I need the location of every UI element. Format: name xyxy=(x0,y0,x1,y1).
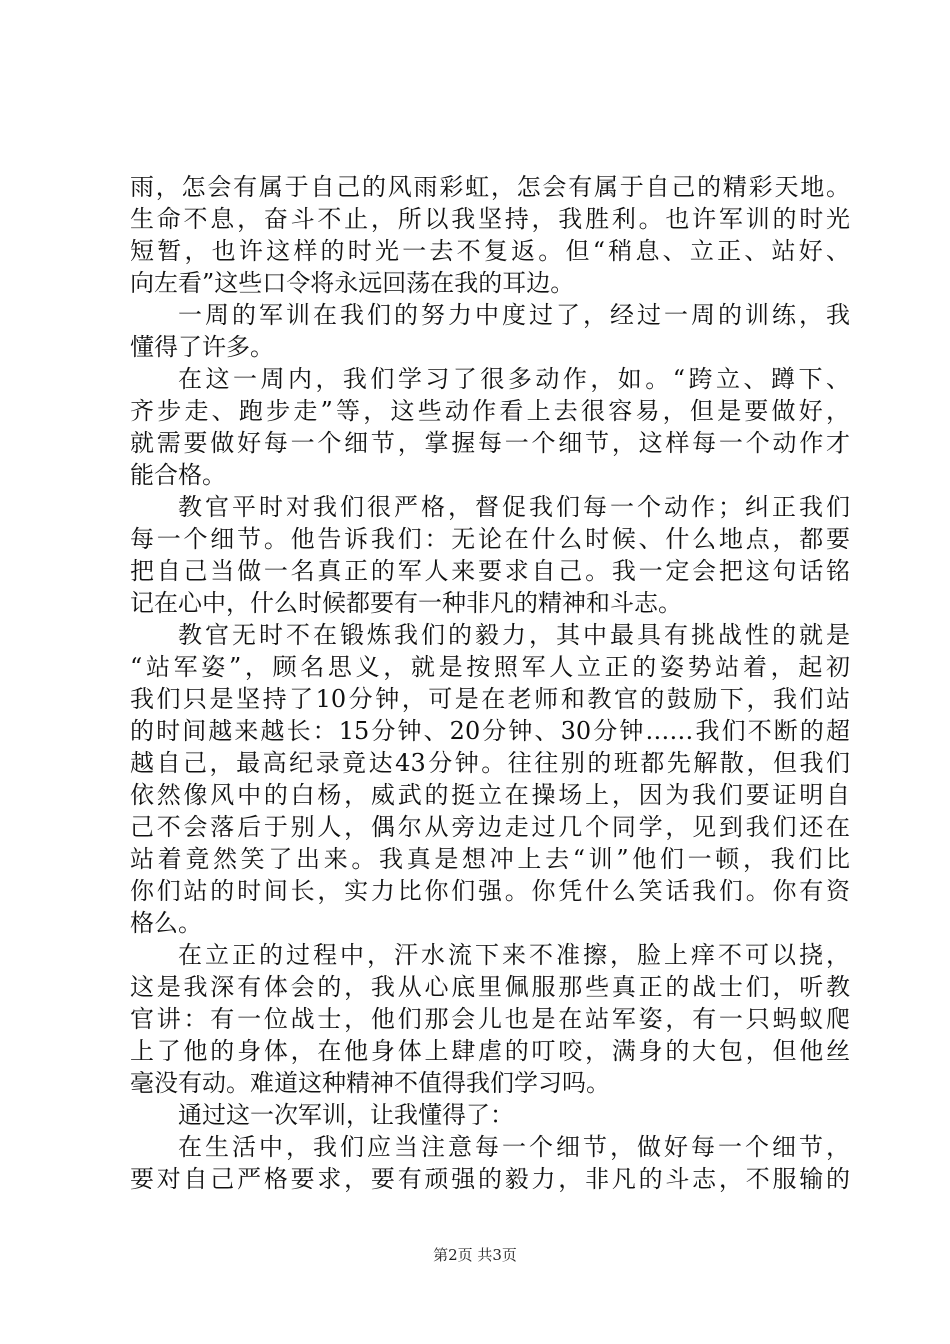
text-line: 己不会落后于别人，偶尔从旁边走过几个同学，见到我们还在 xyxy=(130,813,850,841)
text-line: 站着竟然笑了出来。我真是想冲上去“训”他们一顿，我们比 xyxy=(130,845,850,873)
text-line: 这是我深有体会的，我从心底里佩服那些真正的战士们，听教 xyxy=(130,973,850,1001)
body-text xyxy=(130,171,850,1195)
text-line: 懂得了许多。 xyxy=(130,333,274,361)
page-footer: 第2页 共3页 xyxy=(433,1246,517,1264)
text-line: 官讲：有一位战士，他们那会儿也是在站军姿，有一只蚂蚁爬 xyxy=(130,1005,850,1033)
text-line: 上了他的身体，在他身体上肆虐的叮咬，满身的大包，但他丝 xyxy=(130,1037,850,1065)
text-line: 通过这一次军训，让我懂得了： xyxy=(178,1101,514,1129)
text-line: 在这一周内，我们学习了很多动作，如。“跨立、蹲下、 xyxy=(178,365,850,393)
text-line: 要对自己严格要求，要有顽强的毅力，非凡的斗志，不服输的 xyxy=(130,1165,850,1193)
text-line: 在生活中，我们应当注意每一个细节，做好每一个细节， xyxy=(178,1133,850,1161)
text-line: 教官平时对我们很严格，督促我们每一个动作；纠正我们 xyxy=(178,493,850,521)
text-line: 你们站的时间长，实力比你们强。你凭什么笑话我们。你有资 xyxy=(130,877,850,905)
text-line: 齐步走、跑步走”等，这些动作看上去很容易，但是要做好， xyxy=(130,397,850,425)
text-line: 雨，怎会有属于自己的风雨彩虹，怎会有属于自己的精彩天地。 xyxy=(130,173,850,201)
text-line: 一周的军训在我们的努力中度过了，经过一周的训练，我 xyxy=(178,301,850,329)
text-line: 格么。 xyxy=(130,909,202,937)
text-line: 越自己，最高纪录竟达43分钟。往往别的班都先解散，但我们 xyxy=(130,749,850,777)
text-line: 向左看”这些口令将永远回荡在我的耳边。 xyxy=(130,269,575,297)
text-line: 在立正的过程中，汗水流下来不准擦，脸上痒不可以挠， xyxy=(178,941,850,969)
text-line: 记在心中，什么时候都要有一种非凡的精神和斗志。 xyxy=(130,589,682,617)
text-line: “站军姿”，顾名思义，就是按照军人立正的姿势站着，起初 xyxy=(130,653,850,681)
text-line: 能合格。 xyxy=(130,461,226,489)
text-line: 短暂，也许这样的时光一去不复返。但“稍息、立正、站好、 xyxy=(130,237,850,265)
text-line: 毫没有动。难道这种精神不值得我们学习吗。 xyxy=(130,1069,610,1097)
text-line: 的时间越来越长：15分钟、20分钟、30分钟……我们不断的超 xyxy=(130,717,850,745)
text-line: 生命不息，奋斗不止，所以我坚持，我胜利。也许军训的时光 xyxy=(130,205,850,233)
text-line: 把自己当做一名真正的军人来要求自己。我一定会把这句话铭 xyxy=(130,557,850,585)
text-line: 每一个细节。他告诉我们：无论在什么时候、什么地点，都要 xyxy=(130,525,850,553)
text-line: 我们只是坚持了10分钟，可是在老师和教官的鼓励下，我们站 xyxy=(130,685,850,713)
text-line: 就需要做好每一个细节，掌握每一个细节，这样每一个动作才 xyxy=(130,429,850,457)
text-line: 教官无时不在锻炼我们的毅力，其中最具有挑战性的就是 xyxy=(178,621,850,649)
text-line: 依然像风中的白杨，威武的挺立在操场上，因为我们要证明自 xyxy=(130,781,850,809)
